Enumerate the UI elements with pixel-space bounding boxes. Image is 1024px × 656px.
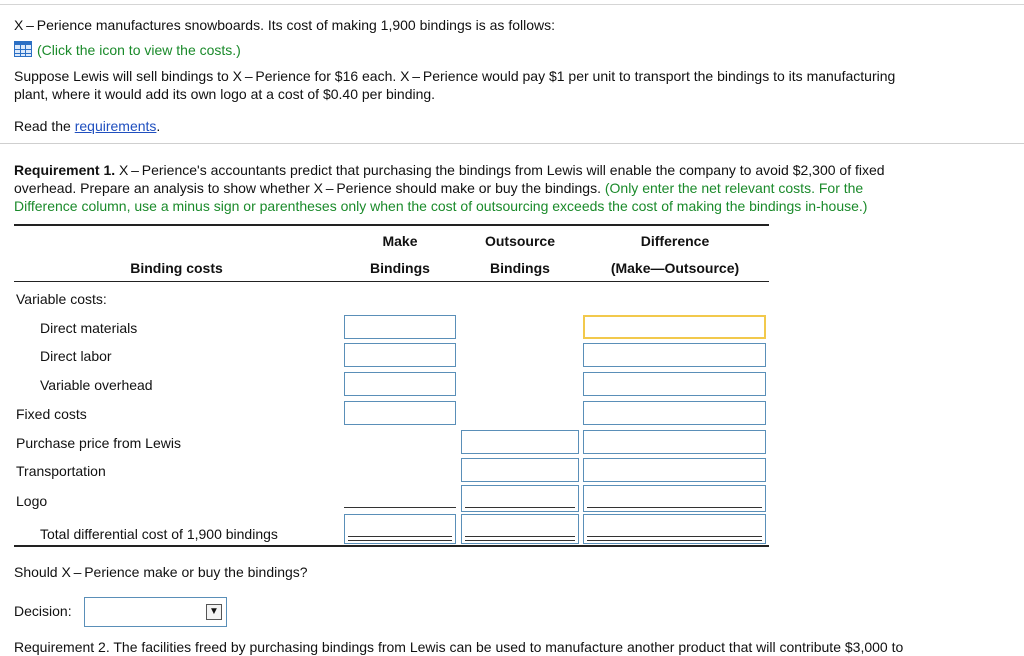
header-rule bbox=[14, 281, 769, 282]
requirement-2-cutoff-text: Requirement 2. The facilities freed by purchasing bindings from Lewis can be used to manufacture another product that will contribute $3,000 to bbox=[14, 639, 904, 655]
top-divider bbox=[0, 4, 1024, 5]
requirement-1-instructions: Difference column, use a minus sign or parentheses only when the cost of outsourcing exceeds the cost of making the bindings in-house.) bbox=[14, 198, 868, 214]
difference-transportation-input[interactable] bbox=[583, 458, 766, 482]
row-header-binding-costs: Binding costs bbox=[130, 260, 223, 276]
outsource-purchase-price-input[interactable] bbox=[461, 430, 579, 454]
col-difference-header-2: (Make—Outsource) bbox=[610, 260, 740, 276]
row-label-variable-overhead: Variable overhead bbox=[40, 377, 153, 393]
row-label-logo: Logo bbox=[16, 493, 48, 509]
difference-total-input[interactable] bbox=[583, 514, 766, 544]
make-fixed-costs-input[interactable] bbox=[344, 401, 456, 425]
scenario-line-1: Suppose Lewis will sell bindings to X – Perience for $16 each. X – Perience would pay $1 per unit to transport the bindings to its manufacturing bbox=[14, 68, 896, 84]
row-label-variable-costs: Variable costs: bbox=[16, 291, 107, 307]
difference-logo-input[interactable] bbox=[583, 485, 766, 512]
row-label-fixed-costs: Fixed costs bbox=[16, 406, 87, 422]
col-outsource-header-2: Bindings bbox=[490, 260, 550, 276]
outsource-transportation-input[interactable] bbox=[461, 458, 579, 482]
intro-text: X – Perience manufactures snowboards. Its cost of making 1,900 bindings is as follows: bbox=[14, 17, 555, 33]
dropdown-arrow-icon[interactable]: ▼ bbox=[206, 604, 222, 620]
section-divider bbox=[0, 143, 1024, 144]
costs-table-icon[interactable] bbox=[14, 41, 32, 60]
make-or-buy-question: Should X – Perience make or buy the bindings? bbox=[14, 564, 308, 580]
read-requirements: Read the requirements. bbox=[14, 118, 161, 134]
outsource-total-input[interactable] bbox=[461, 514, 579, 544]
make-direct-labor-input[interactable] bbox=[344, 343, 456, 367]
make-total-input[interactable] bbox=[344, 514, 456, 544]
row-label-transportation: Transportation bbox=[16, 463, 106, 479]
requirements-link[interactable]: requirements bbox=[74, 118, 157, 134]
scenario-line-2: plant, where it would add its own logo at a cost of $0.40 per binding. bbox=[14, 86, 436, 102]
decision-label: Decision: bbox=[14, 603, 72, 619]
requirement-1-label: Requirement 1. bbox=[14, 162, 116, 178]
difference-direct-labor-input[interactable] bbox=[583, 343, 766, 367]
col-make-header-1: Make bbox=[382, 233, 418, 249]
difference-fixed-costs-input[interactable] bbox=[583, 401, 766, 425]
make-logo-underline bbox=[344, 507, 456, 508]
make-variable-overhead-input[interactable] bbox=[344, 372, 456, 396]
difference-variable-overhead-input[interactable] bbox=[583, 372, 766, 396]
table-bottom-rule bbox=[14, 545, 769, 547]
outsource-logo-input[interactable] bbox=[461, 485, 579, 512]
col-difference-header-1: Difference bbox=[640, 233, 710, 249]
table-top-rule bbox=[14, 224, 769, 226]
row-label-direct-materials: Direct materials bbox=[40, 320, 138, 336]
row-label-purchase-price: Purchase price from Lewis bbox=[16, 435, 181, 451]
difference-purchase-price-input[interactable] bbox=[583, 430, 766, 454]
col-outsource-header-1: Outsource bbox=[484, 233, 555, 249]
col-make-header-2: Bindings bbox=[370, 260, 430, 276]
decision-select[interactable] bbox=[84, 597, 227, 627]
row-label-direct-labor: Direct labor bbox=[40, 348, 112, 364]
requirement-1-line-2: overhead. Prepare an analysis to show whether X – Perience should make or buy the bindings. (Only enter the net relevant costs. For the bbox=[14, 180, 864, 196]
difference-direct-materials-input[interactable] bbox=[583, 315, 766, 339]
requirement-1-line-1: Requirement 1. X – Perience's accountants predict that purchasing the bindings from Lewis will enable the company to avoid $2,300 of fixed bbox=[14, 162, 885, 178]
view-costs-link[interactable]: (Click the icon to view the costs.) bbox=[37, 42, 241, 58]
row-label-total: Total differential cost of 1,900 bindings bbox=[40, 526, 278, 542]
make-direct-materials-input[interactable] bbox=[344, 315, 456, 339]
